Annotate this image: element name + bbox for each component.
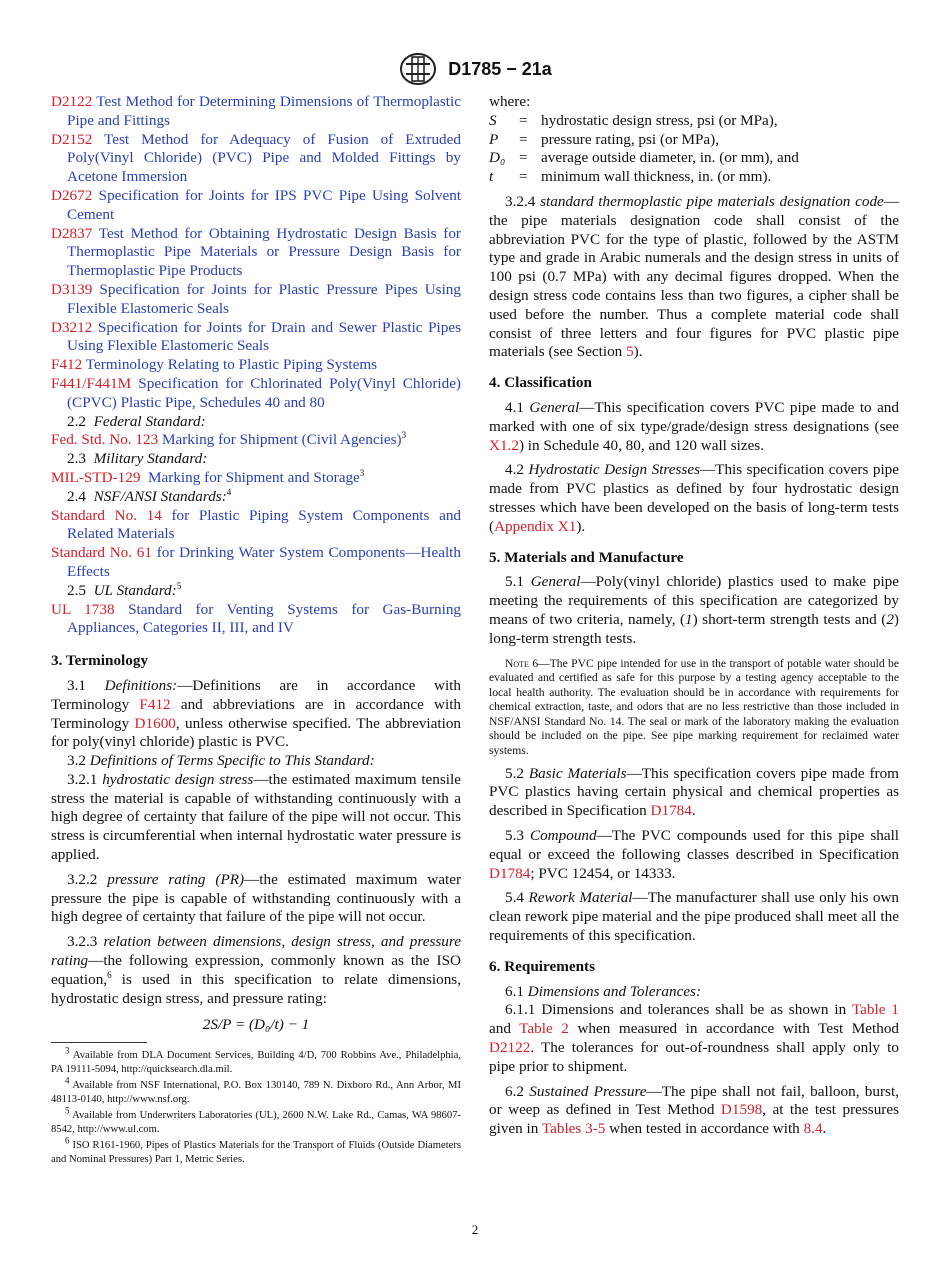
reference-title[interactable]: Test Method for Obtaining Hydrostatic Design Basis for Thermoplastic Pipe Materials or Pressure Design Basis for Thermoplastic Pipe Products: [67, 224, 461, 280]
para-3-1: 3.1 Definitions:—Definitions are in accordance with Terminology F412 and abbreviations are in accordance with Terminology D1600, unless otherwise specified. The abbreviation for poly(vinyl chloride) plastic is PVC.: [51, 676, 462, 751]
link-table-2[interactable]: Table 2: [519, 1020, 569, 1038]
page-header: [0, 52, 950, 86]
reference-code-link[interactable]: D2672: [51, 186, 93, 204]
section-6-heading: 6. Requirements: [489, 957, 596, 975]
referenced-documents-list: [51, 93, 461, 413]
link-mil-std-129[interactable]: MIL-STD-129: [51, 468, 141, 486]
reference-item: [51, 131, 461, 187]
link-appendix-x1[interactable]: Appendix X1: [494, 517, 577, 535]
link-tables-3-5[interactable]: Tables 3-5: [541, 1120, 606, 1138]
variable-description: average outside diameter, in. (or mm), and: [541, 149, 799, 167]
para-4-2: 4.2 Hydrostatic Design Stresses—This specification covers pipe made from PVC plastics as defined by four hydrostatic design stresses which have been developed on the basis of long-term tests (Appendix X1).: [489, 461, 899, 535]
section-4-heading: 4. Classification: [489, 374, 592, 392]
para-3-2-2: 3.2.2 pressure rating (PR)—the estimated maximum water pressure the pipe is capable of withstanding continuously with a high degree of certainty that failure of the pipe will not occur.: [51, 870, 462, 926]
left-column: D2122 Test Method for Determining Dimensions of Thermoplastic Pipe and Fittings D2152 Test Method for Adequacy of Fusion of Extruded Poly(Vinyl Chloride) (PVC) Pipe and Molded Fittings by Acetone Immersion D2672 Specification for Joints for IPS PVC Pipe Using Solvent Cement D2837 Test Method for Obtaining Hydrostatic Design Basis for Thermoplastic Pipe Materials or Pressure Design Basis for Thermoplastic Pipe Products D3139 Specification for Joints for Plastic Pressure Pipes Using Flexible Elastomeric Seals D3212 Specification for Joints for Drain and Sewer Plastic Pipes Using Flexible Elastomeric Seals F412 Terminology Relating to Plastic Piping Systems F441/F441M Specification for Chlorinated Poly(Vinyl Chloride) (CPVC) Plastic Pipe, Schedules 40 and 80 2.2 Federal Standard: Fed. Std. No. 123 Marking for Shipment (Civil Agencies)$^3$ 2.3 Military Standard: MIL-STD-129 Marking for Shipment and Storage$^3$ 2.4 NSF/ANSI Standards:$^4$ Standard No. 14 for Plastic Piping System Components and Related Materials Standard No. 61 for Drinking Water System Components—Health Effects 2.5 UL Standard:$^5$ UL 1738 Standard for Venting Systems for Gas-Burning Appliances, Categories II, III, and IV 3. Terminology 3.1 Definitions:—Definitions are in accordance with Terminology F412 and abbreviations are in accordance with Terminology D1600, unless otherwise specified. The abbreviation for poly(vinyl chloride) plastic is PVC. 3.2 Definitions of Terms Specific to This Standard: 3.2.1 hydrostatic design stress—the estimated maximum tensile stress the material is capable of withstanding continuously with a high degree of certainty that failure of the pipe will not occur. This stress is circumferential when internal hydrostatic water pressure is applied. 3.2.2 pressure rating (PR)—the estimated maximum water pressure the pipe is capable of withstanding continuously with a high degree of certainty that failure of the pipe will not occur. 3.2.3 relation between dimensions, design stress, and pressure rating—the following expression, commonly known as the ISO equation,$^6$ is used in this specification to relate dimensions, hydrostatic design stress, and pressure rating: 2S/P = (D₀/t) − 1: [51, 93, 462, 1034]
reference-code-link[interactable]: D2152: [51, 130, 93, 148]
reference-code-link[interactable]: D2122: [51, 93, 93, 110]
para-6-2: 6.2 Sustained Pressure—The pipe shall not fail, balloon, burst, or weep as defined in Test Method D1598, at the test pressures given in Tables 3-5 when tested in accordance with 8.4.: [489, 1082, 899, 1138]
reference-code-link[interactable]: F441/F441M: [51, 374, 132, 392]
right-column: where: S = hydrostatic design stress, psi (or MPa), P = pressure rating, psi (or MPa), D₀ = average outside diameter, in. (or mm), and t = minimum wall thickness, in. (or mm). 3.2.4 standard thermoplastic pipe materials designation code—the pipe materials designation code shall consist of the abbreviation PVC for the type of plastic, followed by the ASTM type and grade in Arabic numerals and the design stress in units of 100 psi (0.7 MPa) with any decimal figures dropped. When the design stress code contains less than two figures, a cipher shall be used before the number. Thus a complete material code shall consist of three letters and four figures for PVC plastic pipe materials (see Section 5). 4. Classification 4.1 General—This specification covers PVC pipe made to and marked with one of six type/grade/design stress designations (see X1.2) in Schedule 40, 80, and 120 wall sizes. 4.2 Hydrostatic Design Stresses—This specification covers pipe made from PVC plastics as defined by four hydrostatic design stresses which have been developed on the basis of long-term tests (Appendix X1). 5. Materials and Manufacture 5.1 General—Poly(vinyl chloride) plastics used to make pipe meeting the requirements of this specification are categorized by means of two criteria, namely, (1) short-term strength tests and (2) long-term strength tests. Note 6—The PVC pipe intended for use in the transport of potable water should be evaluated and certified as safe for this purpose by a testing agency acceptable to the local health authority. The evaluation should be in accordance with requirements for chemical extraction, taste, and odors that are no less restrictive than those included in NSF/ANSI Standard No. 14. The seal or mark of the laboratory making the evaluation should be included on the pipe. See pipe marking requirement for reclaimed water systems. 5.2 Basic Materials—This specification covers pipe made from PVC plastics having certain physical and chemical properties as described in Specification D1784. 5.3 Compound—The PVC compounds used for this pipe shall equal or exceed the following classes described in Specification D1784; PVC 12454, or 14333. 5.4 Rework Material—The manufacturer shall use only his own clean rework pipe material and the pipe produced shall meet all the requirements of this specification. 6. Requirements 6.1 Dimensions and Tolerances: 6.1.1 Dimensions and tolerances shall be as shown in Table 1 and Table 2 when measured in accordance with Test Method D2122. The tolerances for out-of-roundness shall apply only to pipe prior to shipment. 6.2 Sustained Pressure—The pipe shall not fail, balloon, burst, or weep as defined in Test Method D1598, at the test pressures given in Tables 3-5 when tested in accordance with 8.4.: [489, 93, 900, 1138]
variable-equals: =: [519, 130, 528, 148]
link-ul-1738[interactable]: UL 1738: [51, 600, 115, 618]
reference-title[interactable]: Terminology Relating to Plastic Piping Systems: [85, 356, 378, 374]
reference-item: [51, 319, 461, 357]
variable-description: pressure rating, psi (or MPa),: [541, 130, 719, 148]
link-fed-std-123[interactable]: Fed. Std. No. 123: [51, 431, 159, 449]
reference-code-link[interactable]: D2837: [51, 224, 93, 242]
variable-row: [489, 112, 899, 131]
footnote-item: $^3$ Available from DLA Document Services, Building 4/D, 700 Robbins Ave., Philadelphia, PA 19111-5094, http://quicksearch.dla.mil.: [51, 1045, 461, 1075]
link-d1600[interactable]: D1600: [134, 714, 176, 732]
link-d1784[interactable]: D1784: [650, 802, 692, 820]
variable-description: hydrostatic design stress, psi (or MPa),: [541, 111, 778, 129]
section-3-heading: 3. Terminology: [51, 652, 149, 670]
variable-row: [489, 131, 899, 150]
reference-title[interactable]: Specification for Chlorinated Poly(Vinyl Chloride) (CPVC) Plastic Pipe, Schedules 40 and 80: [67, 374, 461, 411]
link-x1-2[interactable]: X1.2: [489, 436, 519, 454]
reference-item: [51, 375, 461, 413]
para-5-3: 5.3 Compound—The PVC compounds used for this pipe shall equal or exceed the following classes described in Specification D1784; PVC 12454, or 14333.: [489, 827, 900, 882]
footnotes: [51, 1042, 461, 1169]
variable-symbol: t: [489, 168, 494, 186]
reference-item: [51, 281, 461, 319]
reference-title[interactable]: Specification for Joints for Drain and Sewer Plastic Pipes Using Flexible Elastomeric Seals: [67, 318, 461, 355]
link-d2122[interactable]: D2122: [489, 1039, 531, 1057]
variable-equals: =: [519, 149, 528, 167]
reference-title[interactable]: Test Method for Adequacy of Fusion of Extruded Poly(Vinyl Chloride) (PVC) Pipe and Molded Fittings by Acetone Immersion: [67, 130, 461, 186]
para-5-1: 5.1 General—Poly(vinyl chloride) plastics used to make pipe meeting the requirements of this specification are categorized by means of two criteria, namely, (1) short-term strength tests and (2) long-term strength tests.: [489, 573, 900, 647]
variable-row: [489, 149, 899, 168]
link-d1598[interactable]: D1598: [720, 1101, 763, 1119]
reference-item: [51, 93, 461, 131]
para-4-1: 4.1 General—This specification covers PVC pipe made to and marked with one of six type/grade/design stress designations (see X1.2) in Schedule 40, 80, and 120 wall sizes.: [489, 398, 899, 454]
link-nsf-14[interactable]: Standard No. 14: [51, 506, 162, 524]
reference-title[interactable]: Specification for Joints for Plastic Pressure Pipes Using Flexible Elastomeric Seals: [67, 280, 461, 317]
para-5-2: 5.2 Basic Materials—This specification covers pipe made from PVC plastics having certain physical and chemical properties as described in Specification D1784.: [489, 764, 899, 820]
link-8-4[interactable]: 8.4: [803, 1120, 823, 1138]
reference-item: [51, 225, 461, 281]
reference-code-link[interactable]: F412: [51, 356, 83, 374]
page-number: 2: [471, 1222, 479, 1237]
reference-item: [51, 356, 461, 375]
variable-symbol: P: [489, 130, 499, 148]
reference-title[interactable]: Specification for Joints for IPS PVC Pipe Using Solvent Cement: [67, 186, 462, 223]
reference-title[interactable]: Test Method for Determining Dimensions of Thermoplastic Pipe and Fittings: [67, 93, 461, 129]
para-6-1-1: 6.1.1 Dimensions and tolerances shall be as shown in Table 1 and Table 2 when measured in accordance with Test Method D2122. The tolerances for out-of-roundness shall apply only to pipe prior to shipment.: [489, 1001, 900, 1075]
variable-equals: =: [519, 111, 528, 129]
link-d1784-2[interactable]: D1784: [489, 864, 531, 882]
variable-description: minimum wall thickness, in. (or mm).: [541, 168, 772, 186]
astm-logo-icon: [398, 52, 438, 86]
reference-code-link[interactable]: D3212: [51, 318, 93, 336]
document-id: D1785 − 21a: [448, 58, 552, 79]
footnote-item: $^6$ ISO R161-1960, Pipes of Plastics Materials for the Transport of Fluids (Outside Diameters and Nominal Pressures) Part 1, Metric Series.: [51, 1135, 461, 1165]
para-5-4: 5.4 Rework Material—The manufacturer shall use only his own clean rework pipe material and the pipe produced shall meet all the requirements of this specification.: [489, 889, 900, 945]
para-3-2-1: 3.2.1 hydrostatic design stress—the estimated maximum tensile stress the material is capable of withstanding continuously with a high degree of certainty that failure of the pipe will not occur. This stress is circumferential when internal hydrostatic water pressure is applied.: [51, 770, 461, 864]
variable-symbol: S: [489, 111, 497, 129]
variable-equals: =: [519, 168, 528, 186]
reference-code-link[interactable]: D3139: [51, 280, 93, 298]
footnote-item: $^5$ Available from Underwriters Laboratories (UL), 2600 N.W. Lake Rd., Camas, WA 98607-8542, http://www.ul.com.: [51, 1105, 461, 1135]
link-nsf-61[interactable]: Standard No. 61: [51, 544, 152, 562]
para-3-2-3: 3.2.3 relation between dimensions, design stress, and pressure rating—the following expression, commonly known as the ISO equation,$^6$ is used in this specification to relate dimensions, hydrostatic design stress, and pressure rating:: [51, 933, 461, 1007]
link-section-5[interactable]: 5: [626, 343, 634, 361]
reference-item: [51, 187, 461, 225]
footnote-item: $^4$ Available from NSF International, P.O. Box 130140, 789 N. Dixboro Rd., Ann Arbor, MI 48113-0140, http://www.nsf.org.: [51, 1075, 461, 1105]
iso-equation: 2S/P = (D₀/t) − 1: [202, 1016, 310, 1034]
variable-symbol: D₀: [489, 149, 506, 167]
para-3-2-4: 3.2.4 standard thermoplastic pipe materials designation code—the pipe materials designation code shall consist of the abbreviation PVC for the type of plastic, followed by the ASTM type and grade in Arabic numerals and the design stress in units of 100 psi (0.7 MPa) with any decimal figures dropped. When the design stress code contains less than two figures, a cipher shall be used before the number. Thus a complete material code shall consist of three letters and four figures for PVC plastic pipe materials (see Section 5).: [489, 192, 899, 361]
footnote-rule: [51, 1042, 147, 1043]
link-table-1[interactable]: Table 1: [851, 1001, 900, 1019]
variable-row: [489, 168, 899, 187]
link-f412[interactable]: F412: [139, 695, 171, 713]
variable-definitions: [489, 112, 899, 187]
section-5-heading: 5. Materials and Manufacture: [489, 548, 684, 566]
note-6: Note 6—The PVC pipe intended for use in the transport of potable water should be evaluated and certified as safe for this purpose by a testing agency acceptable to the local health authority. The evaluation should be in accordance with requirements for chemical extraction, taste, and odors that are no less restrictive than those included in NSF/ANSI Standard No. 14. The seal or mark of the laboratory making the evaluation should be included on the pipe. See pipe marking requirement for reclaimed water systems.: [489, 656, 900, 758]
